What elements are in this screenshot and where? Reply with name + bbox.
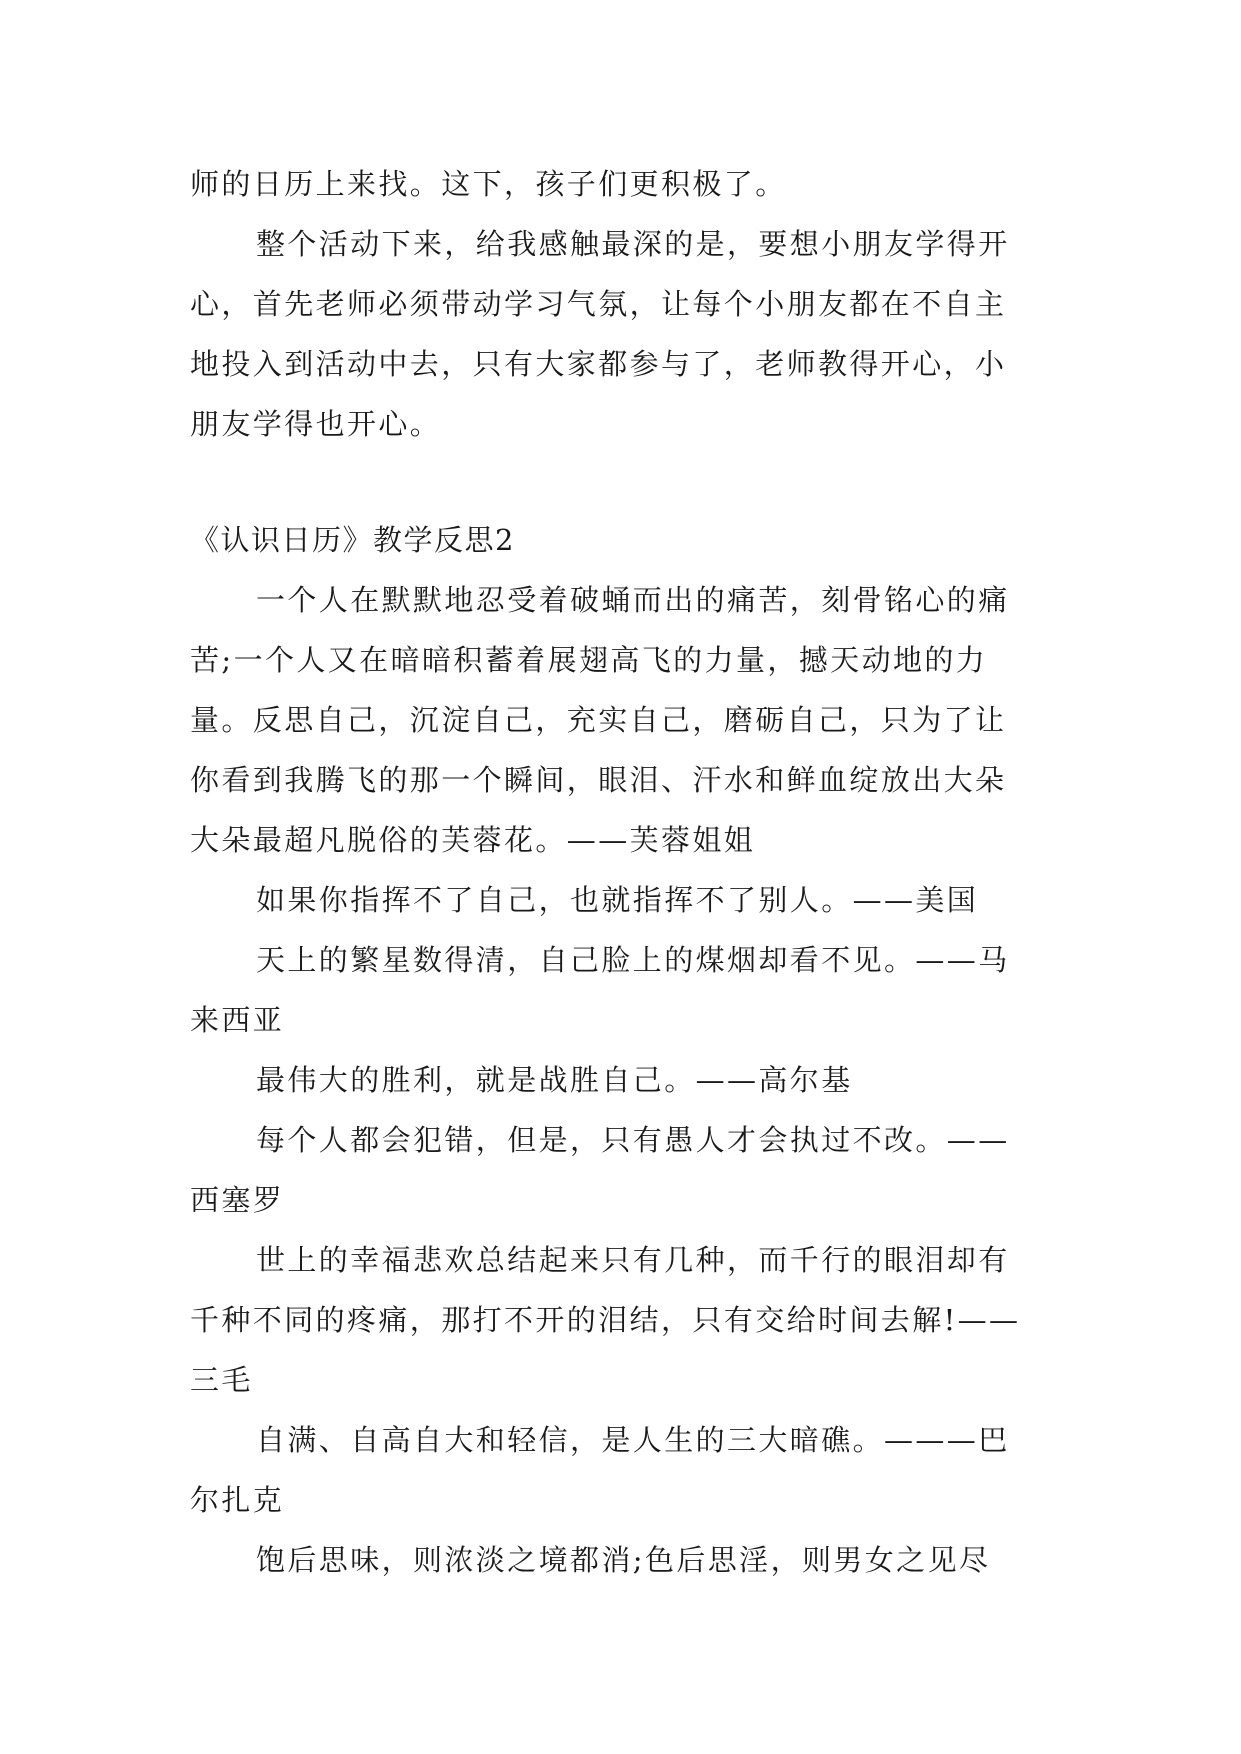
text-line: 来西亚 <box>190 1003 285 1037</box>
text-line: 苦;一个人又在暗暗积蓄着展翅高飞的力量，撼天动地的力 <box>190 643 988 677</box>
text-line: 每个人都会犯错，但是，只有愚人才会执过不改。—— <box>256 1123 1010 1157</box>
text-line: 大朵最超凡脱俗的芙蓉花。——芙蓉姐姐 <box>190 823 756 857</box>
text-line: 一个人在默默地忍受着破蛹而出的痛苦，刻骨铭心的痛 <box>256 583 1010 617</box>
text-line: 地投入到活动中去，只有大家都参与了，老师教得开心，小 <box>190 347 1007 381</box>
text-line: 自满、自高自大和轻信，是人生的三大暗礁。———巴 <box>256 1423 1010 1457</box>
text-line: 整个活动下来，给我感触最深的是，要想小朋友学得开 <box>256 227 1010 261</box>
text-line: 西塞罗 <box>190 1183 285 1217</box>
text-line: 你看到我腾飞的那一个瞬间，眼泪、汗水和鲜血绽放出大朵 <box>190 763 1007 797</box>
section-heading: 《认识日历》教学反思2 <box>190 523 515 557</box>
text-line: 三毛 <box>190 1363 253 1397</box>
text-line: 饱后思味，则浓淡之境都消;色后思淫，则男女之见尽 <box>256 1543 991 1577</box>
text-line: 量。反思自己，沉淀自己，充实自己，磨砺自己，只为了让 <box>190 703 1007 737</box>
text-line: 朋友学得也开心。 <box>190 407 442 441</box>
text-line: 千种不同的疼痛，那打不开的泪结，只有交给时间去解!—— <box>190 1303 1021 1337</box>
text-line: 如果你指挥不了自己，也就指挥不了别人。——美国 <box>256 883 979 917</box>
text-line: 最伟大的胜利，就是战胜自己。——高尔基 <box>256 1063 853 1097</box>
text-line: 世上的幸福悲欢总结起来只有几种，而千行的眼泪却有 <box>256 1243 1010 1277</box>
text-line: 心，首先老师必须带动学习气氛，让每个小朋友都在不自主 <box>190 287 1007 321</box>
text-line: 尔扎克 <box>190 1483 285 1517</box>
text-line: 天上的繁星数得清，自己脸上的煤烟却看不见。——马 <box>256 943 1010 977</box>
text-line: 师的日历上来找。这下，孩子们更积极了。 <box>190 167 787 201</box>
